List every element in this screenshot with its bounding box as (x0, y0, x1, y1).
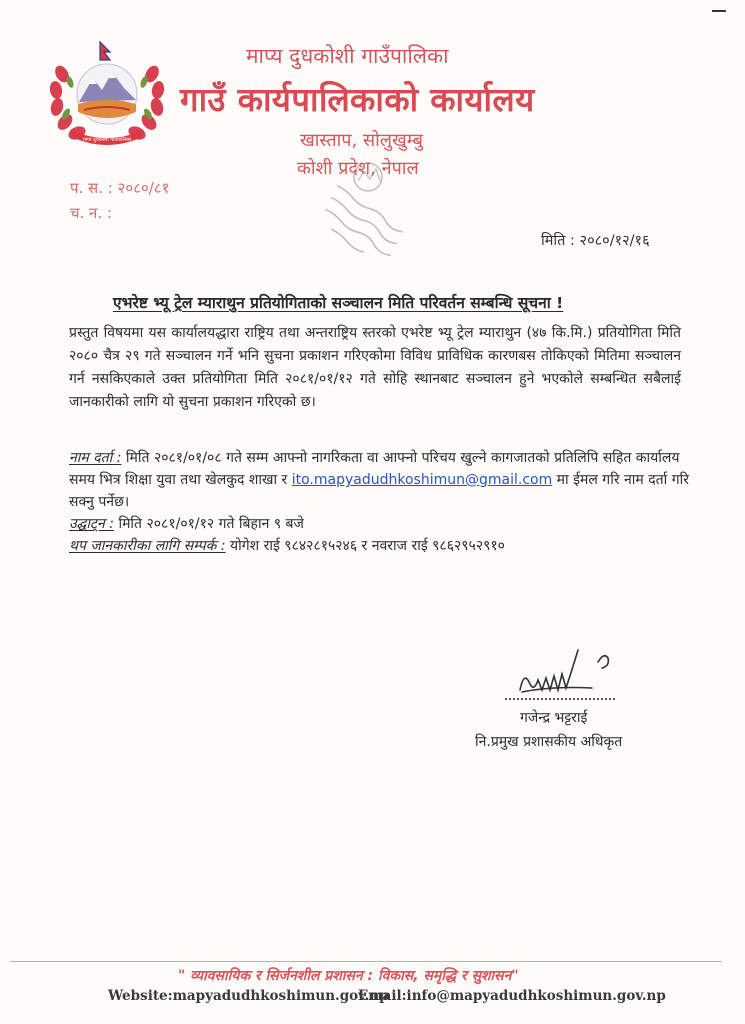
inauguration-label: उद्घाट्न : (69, 516, 114, 532)
letter-number: प. स. : २०८०/८१ (70, 179, 170, 197)
footer-email[interactable]: Email:info@mapyadudhkoshimun.gov.np (358, 988, 666, 1004)
scan-mark (712, 10, 726, 12)
signature-dotted-line (505, 698, 615, 700)
footer-motto: " व्यावसायिक र सिर्जनशील प्रशासन : विकास, समृद्धि र सुशासन" (178, 968, 519, 984)
contact-label: थप जानकारीका लागि सम्पर्क : (69, 538, 226, 554)
signatory-name: गजेन्द्र भट्टराई (520, 710, 588, 726)
footer-website[interactable]: Website:mapyadudhkoshimun.gov.np (108, 988, 389, 1004)
dispatch-number: च. न. : (70, 204, 112, 222)
signatory-title: नि.प्रमुख प्रशासकीय अधिकृत (475, 734, 623, 750)
svg-text:माप्य दुधकोशी गाउँपालिका: माप्य दुधकोशी गाउँपालिका (82, 137, 132, 143)
footer-divider (10, 961, 722, 962)
registration-label: नाम दर्ता : (69, 450, 122, 466)
municipality-name: माप्य दुधकोशी गाउँपालिका (246, 44, 449, 68)
notice-subject: एभरेष्ट भ्यू ट्रेल म्याराथुन प्रतियोगिताको सञ्चालन मिति परिवर्तन सम्बन्धि सूचना ! (113, 294, 564, 312)
address-line-2: कोशी प्रदेश, नेपाल (297, 158, 419, 179)
registration-paragraph (69, 447, 689, 513)
registration-text: मिति २०८१/०१/०८ गते सम्म आफ्नो नागरिकता वा आफ्नो परिचय खुल्ने कागजातको प्रतिलिपि सहित कार्यालय समय भित्र शिक्षा युवा तथा खेलकुद शाखा र (69, 450, 680, 488)
registration-text-after: मा ईमल गरि नाम दर्ता गरि सक्नु पर्नेछ। (69, 472, 689, 510)
official-stamp-icon (300, 155, 434, 273)
address-line-1: खास्ताप, सोलुखुम्बु (300, 130, 423, 151)
contact-text: योगेश राई ९८४२८१५२४६ र नवराज राई ९८६२९५२९१० (230, 538, 505, 554)
inauguration-line (69, 514, 304, 533)
municipality-emblem-icon (48, 38, 166, 146)
letter-date: मिति : २०८०/१२/१६ (541, 233, 650, 249)
notice-body: प्रस्तुत विषयमा यस कार्यालयद्धारा राष्ट्रिय तथा अन्तराष्ट्रिय स्तरको एभरेष्ट भ्यू ट्रेल म्याराथुन (४७ कि.मि.) प्रतियोगिता मिति २०८० चैत्र २९ गते सञ्चालन गर्ने भनि सुचना प्रकाशन गरिएकोमा विविध प्राविधिक कारणबस तोकिएको मितिमा सञ्चालन गर्न नसकिएकाले उक्त प्रतियोगिता मिति २०८१/०१/१२ गते सोहि स्थानबाट सञ्चालन हुने भएकोले सम्बन्धित सबैलाई जानकारीको लागि यो सुचना प्रकाशन गरिएको छ। (69, 325, 681, 410)
office-name: गाउँ कार्यपालिकाको कार्यालय (180, 80, 535, 119)
inauguration-text: मिति २०८१/०१/१२ गते बिहान ९ बजे (118, 516, 304, 532)
registration-email-link[interactable]: ito.mapyadudhkoshimun@gmail.com (291, 472, 553, 488)
contact-line (69, 536, 505, 555)
